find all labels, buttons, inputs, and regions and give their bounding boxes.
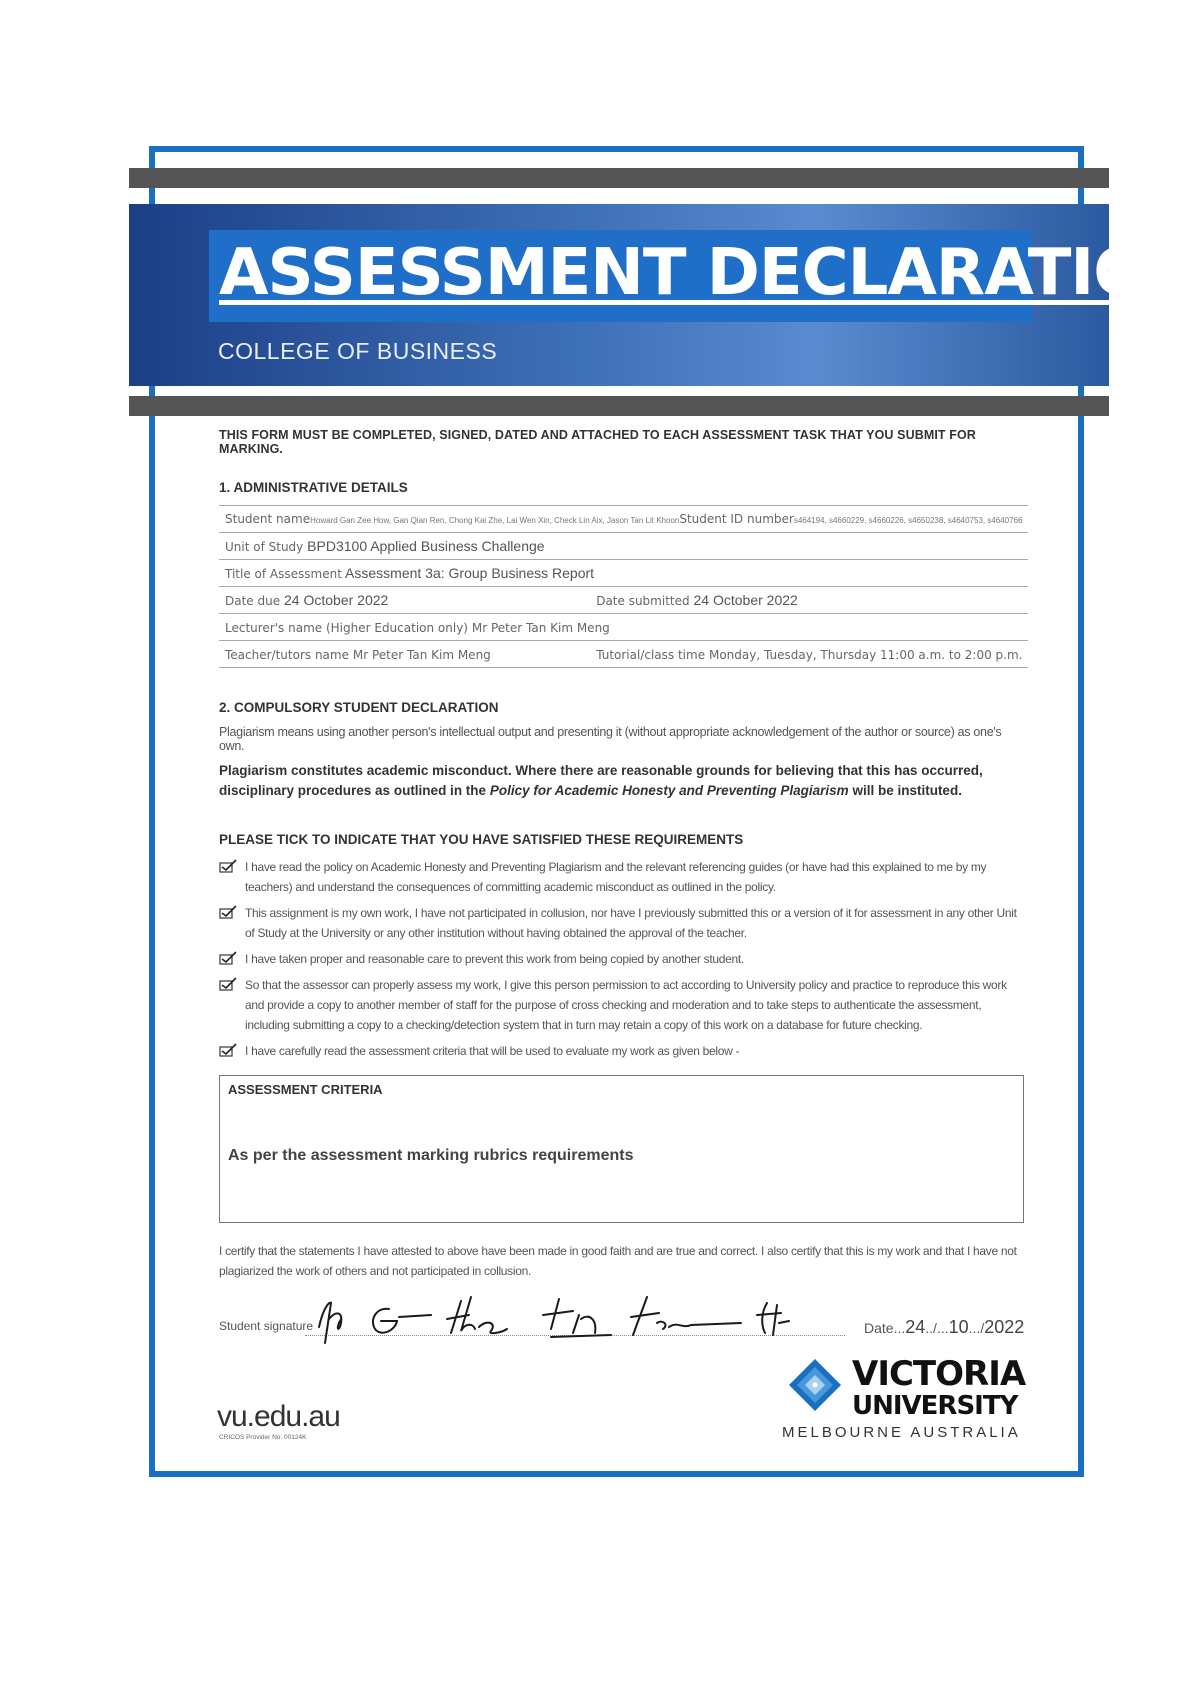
student-id-value: s464194, s4660229, s4660226, s4650238, s4640753, s4640766 [793, 516, 1023, 525]
signature-row [219, 1287, 1024, 1347]
admin-details-table [219, 505, 1028, 668]
admin-heading: 1. ADMINISTRATIVE DETAILS [219, 480, 408, 495]
bottom-divider-bar [129, 396, 1109, 416]
student-id-label: Student ID number [679, 512, 794, 526]
title-box [209, 230, 1200, 322]
university-logo-icon [788, 1358, 842, 1412]
handwritten-signatures [311, 1289, 871, 1345]
lecturer-label: Lecturer's name (Higher Education only) [225, 621, 468, 635]
requirement-item [219, 1041, 1024, 1061]
date-label: Date [864, 1319, 894, 1336]
unit-value: BPD3100 Applied Business Challenge [307, 538, 545, 554]
checkbox-ticked-icon[interactable] [219, 977, 237, 991]
table-row [219, 533, 1028, 560]
table-row [219, 506, 1028, 533]
form-instruction: THIS FORM MUST BE COMPLETED, SIGNED, DATED AND ATTACHED TO EACH ASSESSMENT TASK THAT YOU SUBMIT FOR MARKING. [219, 428, 976, 456]
date-month: 10 [948, 1316, 969, 1337]
lecturer-value: Mr Peter Tan Kim Meng [471, 621, 610, 635]
checkbox-ticked-icon[interactable] [219, 951, 237, 965]
form-content [219, 428, 1024, 1347]
checkbox-ticked-icon[interactable] [219, 1043, 237, 1057]
requirements-heading: PLEASE TICK TO INDICATE THAT YOU HAVE SATISFIED THESE REQUIREMENTS [219, 831, 744, 847]
title-value: Assessment 3a: Group Business Report [345, 565, 595, 581]
table-row [219, 614, 1028, 641]
date-due-value: 24 October 2022 [284, 592, 389, 608]
misconduct-text-1: Plagiarism constitutes academic misconduct. Where there are reasonable grounds for believing that this has occurred, disciplinary procedures as outlined in the [219, 763, 983, 799]
requirement-item [219, 903, 1024, 943]
cricos-number: CRICOS Provider No. 00124K [219, 1434, 307, 1441]
logo-text-victoria: VICTORIA [852, 1354, 1026, 1394]
logo-text-university: UNIVERSITY [852, 1391, 1018, 1421]
certification-statement: I certify that the statements I have attested to above have been made in good faith and are true and correct. I also certify that this is my work and that I have not plagiarized the work of others and not participated in collusion. [219, 1243, 1017, 1278]
signature-label: Student signature [219, 1318, 314, 1333]
plagiarism-definition: Plagiarism means using another person's intellectual output and presenting it (without appropriate acknowledgement of the author or source) as one's own. [219, 725, 1002, 753]
student-name-value: Howard Gan Zee How, Gan Qian Ren, Chong Kai Zhe, Lai Wen Xin, Check Lin Aix, Jason Tan Lit Khoon [310, 516, 680, 525]
tutorial-value: Monday, Tuesday, Thursday 11:00 a.m. to 2:00 p.m. [708, 648, 1023, 662]
requirement-text: I have read the policy on Academic Honesty and Preventing Plagiarism and the relevant referencing guides (or have had this explained to me by my teachers) and understand the consequences of committing academic misconduct as outlined in the policy. [245, 859, 987, 894]
table-row [219, 587, 1028, 614]
title-label: Title of Assessment [225, 567, 342, 581]
table-row [219, 560, 1028, 587]
requirement-text: I have taken proper and reasonable care to prevent this work from being copied by another student. [245, 951, 744, 966]
tutorial-label: Tutorial/class time [596, 648, 706, 662]
requirement-text: I have carefully read the assessment criteria that will be used to evaluate my work as given below - [245, 1043, 740, 1058]
misconduct-text-2: will be instituted. [848, 783, 962, 799]
date-due-label: Date due [225, 594, 281, 608]
date-submitted-label: Date submitted [596, 594, 690, 608]
website-url: vu.edu.au [217, 1400, 340, 1433]
table-row [219, 641, 1028, 668]
date-year: 2022 [984, 1316, 1025, 1337]
requirement-item [219, 949, 1024, 969]
top-divider-bar [129, 168, 1109, 188]
header-banner [129, 204, 1200, 386]
checkbox-ticked-icon[interactable] [219, 859, 237, 873]
page-title: ASSESSMENT DECLARATION [219, 236, 1200, 310]
assessment-criteria-box [219, 1075, 1024, 1223]
logo-location: MELBOURNE AUSTRALIA [782, 1424, 1021, 1441]
requirements-list [219, 857, 1024, 1061]
requirement-text: This assignment is my own work, I have not participated in collusion, nor have I previously submitted this or a version of it for assessment in any other Unit of Study at the University or any other institution without having obtained the approval of the teacher. [245, 905, 1017, 940]
declaration-heading: 2. COMPULSORY STUDENT DECLARATION [219, 700, 499, 715]
college-subtitle: COLLEGE OF BUSINESS [218, 338, 498, 364]
requirement-text: So that the assessor can properly assess my work, I give this person permission to act according to University policy and practice to reproduce this work and provide a copy to another member of staff for the purpose of cross checking and moderation and to take steps to authenticate the assessment, including submitting a copy to a checking/detection system that in turn may retain a copy of this work on a database for future checking. [245, 977, 1007, 1032]
criteria-heading: ASSESSMENT CRITERIA [228, 1081, 383, 1097]
policy-name: Policy for Academic Honesty and Preventing Plagiarism [489, 783, 849, 799]
date-field: Date...24../...10.../2022 [864, 1316, 1025, 1337]
requirement-item [219, 857, 1024, 897]
unit-label: Unit of Study [225, 540, 304, 554]
requirement-item [219, 975, 1024, 1035]
checkbox-ticked-icon[interactable] [219, 905, 237, 919]
date-submitted-value: 24 October 2022 [693, 592, 798, 608]
student-name-label: Student name [225, 512, 311, 526]
teacher-value: Mr Peter Tan Kim Meng [352, 648, 491, 662]
teacher-label: Teacher/tutors name [225, 648, 349, 662]
date-day: 24 [905, 1316, 926, 1337]
criteria-text: As per the assessment marking rubrics requirements [228, 1146, 634, 1164]
misconduct-statement [219, 761, 1024, 802]
